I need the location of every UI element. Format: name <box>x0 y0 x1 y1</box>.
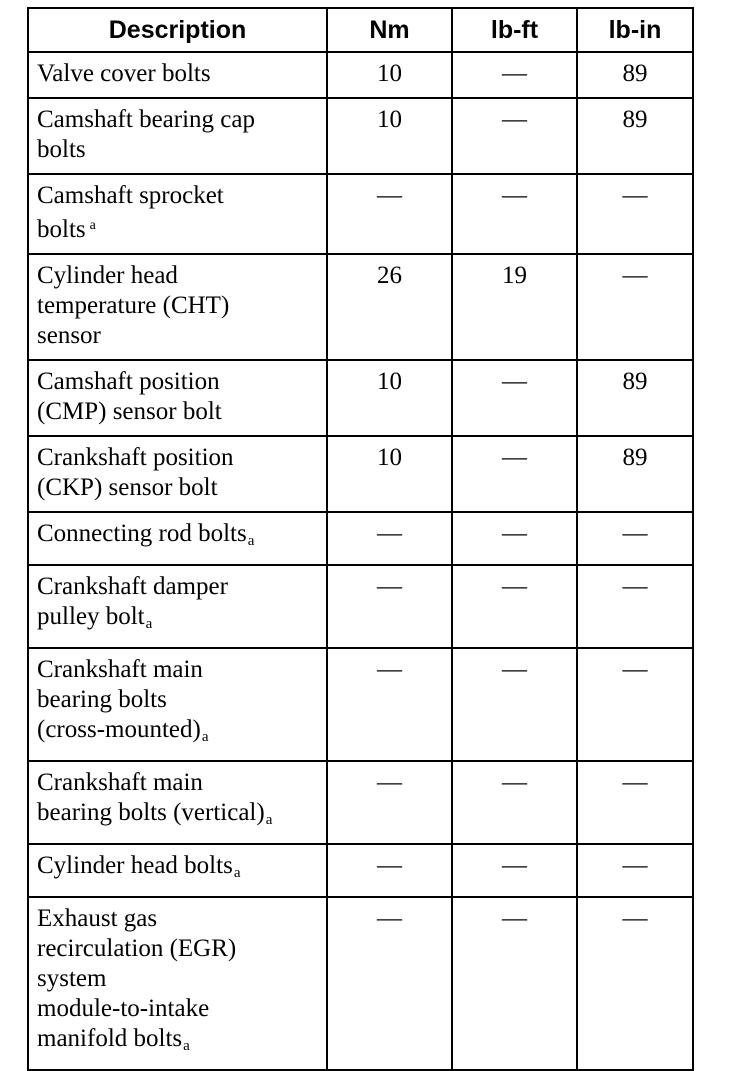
lb-in-value-cell: — <box>577 254 693 360</box>
description-line <box>37 59 320 89</box>
lb-in-value-cell: 89 <box>577 436 693 512</box>
table-row <box>28 844 693 897</box>
table-row <box>28 254 693 360</box>
description-text: manifold bolts <box>37 1025 183 1052</box>
lb-ft-value-cell: — <box>452 360 577 436</box>
description-line <box>37 851 320 888</box>
description-text: Crankshaft main <box>37 656 203 683</box>
header-lb-in: lb-in <box>577 8 693 52</box>
description-line <box>37 443 320 473</box>
lb-ft-value-cell: — <box>452 98 577 174</box>
nm-value-cell: — <box>327 897 452 1070</box>
lb-ft-value-cell: 19 <box>452 254 577 360</box>
header-nm: Nm <box>327 8 452 52</box>
nm-value-cell: — <box>327 174 452 254</box>
lb-in-value-cell: — <box>577 174 693 254</box>
footnote-marker: a <box>265 812 273 828</box>
description-text: system <box>37 965 107 992</box>
description-line <box>37 321 320 351</box>
table-row <box>28 897 693 1070</box>
description-line <box>37 934 320 964</box>
description-line <box>37 211 320 245</box>
description-line <box>37 261 320 291</box>
table-row <box>28 174 693 254</box>
table-body <box>28 52 693 1070</box>
description-line <box>37 964 320 994</box>
lb-ft-value-cell: — <box>452 761 577 844</box>
lb-ft-value-cell: — <box>452 844 577 897</box>
nm-value-cell: 26 <box>327 254 452 360</box>
nm-value-cell: 10 <box>327 360 452 436</box>
header-description: Description <box>28 8 327 52</box>
table-row <box>28 52 693 98</box>
description-line <box>37 994 320 1024</box>
nm-value-cell: — <box>327 565 452 648</box>
lb-in-value-cell: — <box>577 512 693 565</box>
table-row <box>28 436 693 512</box>
description-text: bearing bolts (vertical) <box>37 799 265 826</box>
table-row <box>28 648 693 761</box>
description-text: recirculation (EGR) <box>37 935 237 962</box>
description-text: (CMP) sensor bolt <box>37 398 222 425</box>
description-text: bolts <box>37 216 86 243</box>
description-text: bolts <box>37 136 86 163</box>
description-text: Connecting rod bolts <box>37 520 247 547</box>
description-line <box>37 572 320 602</box>
lb-in-value-cell: — <box>577 897 693 1070</box>
description-cell <box>28 174 327 254</box>
description-line <box>37 798 320 835</box>
description-text: Crankshaft main <box>37 769 203 796</box>
lb-ft-value-cell: — <box>452 648 577 761</box>
footnote-marker: a <box>183 1038 190 1054</box>
description-text: (cross-mounted) <box>37 716 201 743</box>
description-cell <box>28 844 327 897</box>
description-cell <box>28 436 327 512</box>
table-row <box>28 512 693 565</box>
lb-in-value-cell: 89 <box>577 360 693 436</box>
table-row <box>28 98 693 174</box>
lb-in-value-cell: — <box>577 761 693 844</box>
description-line <box>37 473 320 503</box>
description-line <box>37 602 320 639</box>
description-text: Exhaust gas <box>37 905 158 932</box>
description-text: module-to-intake <box>37 995 210 1022</box>
footnote-marker: a <box>145 616 153 632</box>
description-cell <box>28 52 327 98</box>
description-line <box>37 519 320 556</box>
table-row <box>28 565 693 648</box>
description-line <box>37 1024 320 1061</box>
description-cell <box>28 565 327 648</box>
description-line <box>37 655 320 685</box>
description-text: Camshaft bearing cap <box>37 106 255 133</box>
header-lb-ft: lb-ft <box>452 8 577 52</box>
description-text: Valve cover bolts <box>37 60 211 87</box>
footnote-marker: a <box>233 865 241 881</box>
lb-ft-value-cell: — <box>452 565 577 648</box>
description-text: Camshaft position <box>37 368 220 395</box>
description-text: sensor <box>37 322 101 349</box>
description-cell <box>28 98 327 174</box>
lb-in-value-cell: 89 <box>577 98 693 174</box>
lb-ft-value-cell: — <box>452 512 577 565</box>
torque-spec-table <box>27 7 694 1071</box>
table-row <box>28 761 693 844</box>
description-line <box>37 105 320 135</box>
description-line <box>37 904 320 934</box>
description-line <box>37 367 320 397</box>
description-text: Cylinder head <box>37 262 178 289</box>
description-text: pulley bolt <box>37 603 145 630</box>
description-text: Cylinder head bolts <box>37 852 233 879</box>
lb-ft-value-cell: — <box>452 52 577 98</box>
lb-ft-value-cell: — <box>452 897 577 1070</box>
footnote-marker: a <box>89 218 96 233</box>
footnote-marker: a <box>201 729 209 745</box>
nm-value-cell: — <box>327 512 452 565</box>
description-line <box>37 715 320 752</box>
description-text: (CKP) sensor bolt <box>37 474 218 501</box>
description-cell <box>28 512 327 565</box>
lb-ft-value-cell: — <box>452 174 577 254</box>
description-cell <box>28 897 327 1070</box>
header-row <box>28 8 693 52</box>
nm-value-cell: — <box>327 844 452 897</box>
description-cell <box>28 360 327 436</box>
description-line <box>37 397 320 427</box>
description-line <box>37 135 320 165</box>
description-cell <box>28 254 327 360</box>
description-text: Camshaft sprocket <box>37 182 224 209</box>
nm-value-cell: 10 <box>327 52 452 98</box>
description-cell <box>28 648 327 761</box>
nm-value-cell: — <box>327 761 452 844</box>
nm-value-cell: 10 <box>327 98 452 174</box>
description-text: Crankshaft damper <box>37 573 228 600</box>
description-line <box>37 291 320 321</box>
nm-value-cell: 10 <box>327 436 452 512</box>
lb-ft-value-cell: — <box>452 436 577 512</box>
description-line <box>37 181 320 211</box>
description-text: bearing bolts <box>37 686 167 713</box>
nm-value-cell: — <box>327 648 452 761</box>
description-line <box>37 685 320 715</box>
lb-in-value-cell: — <box>577 565 693 648</box>
table-row <box>28 360 693 436</box>
lb-in-value-cell: — <box>577 648 693 761</box>
description-line <box>37 768 320 798</box>
description-text: Crankshaft position <box>37 444 234 471</box>
footnote-marker: a <box>247 533 255 549</box>
lb-in-value-cell: — <box>577 844 693 897</box>
description-text: temperature (CHT) <box>37 292 230 319</box>
description-cell <box>28 761 327 844</box>
lb-in-value-cell: 89 <box>577 52 693 98</box>
